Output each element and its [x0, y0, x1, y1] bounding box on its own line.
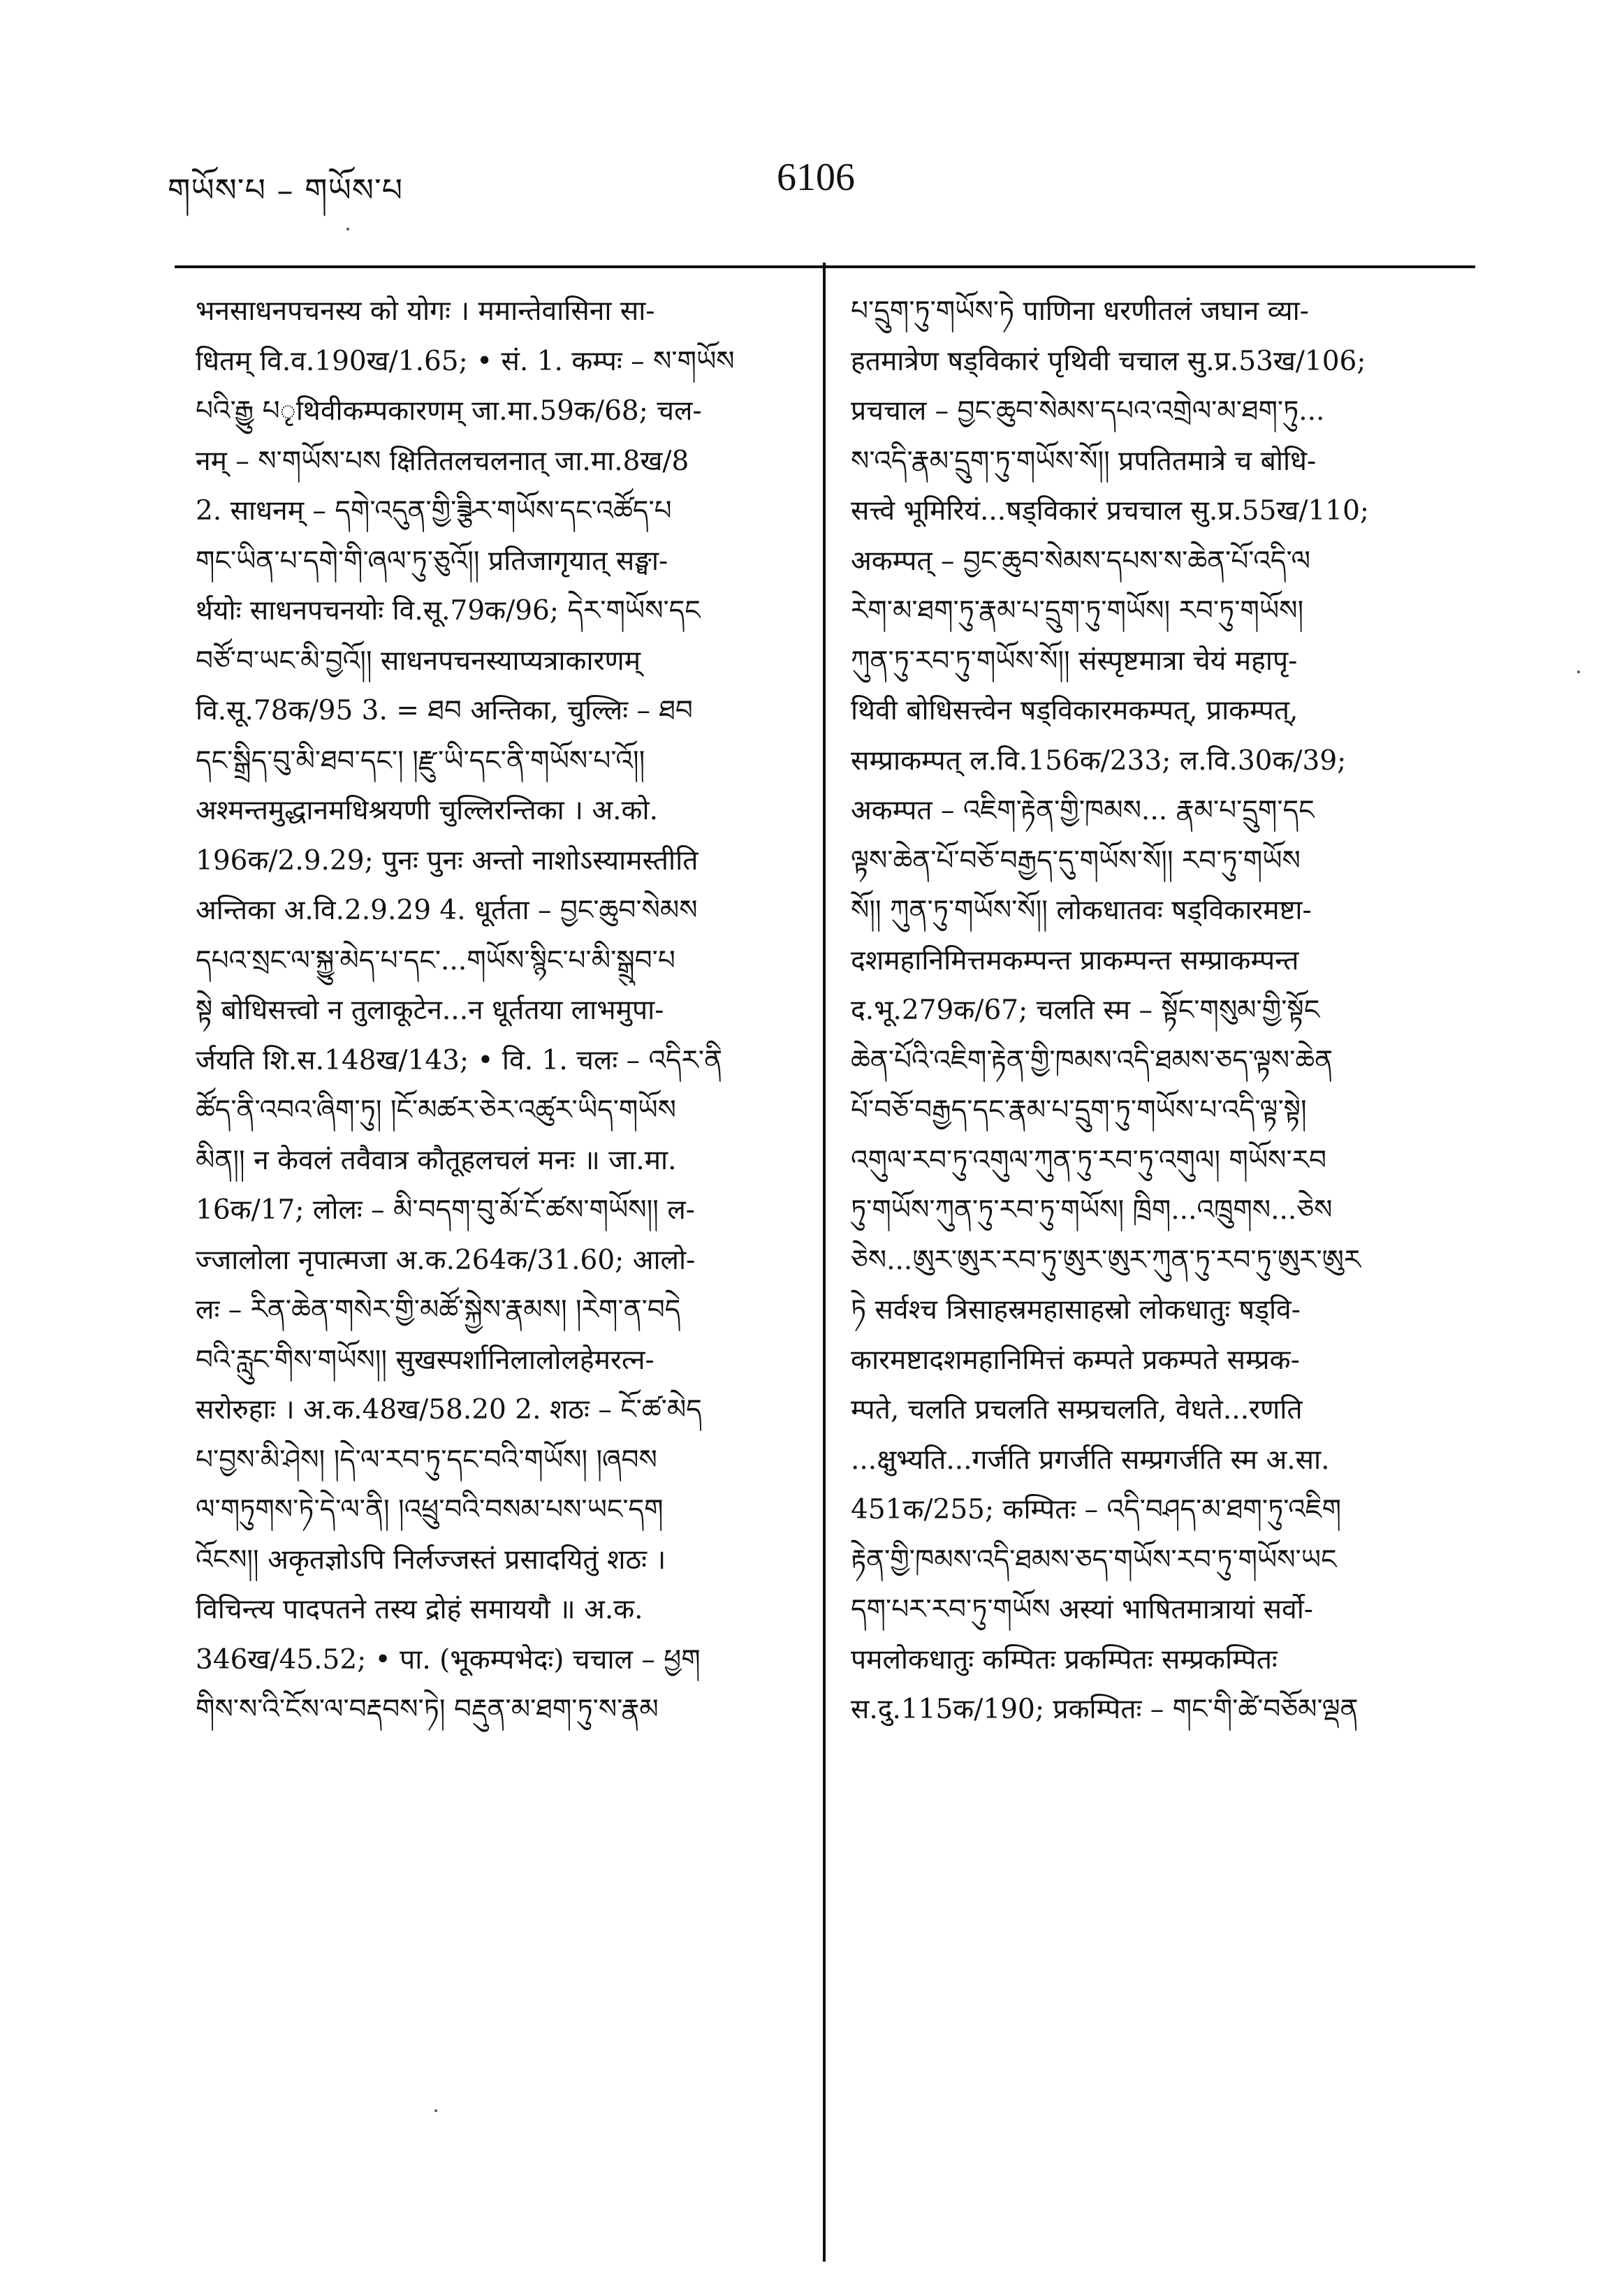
- scan-speck: [434, 2109, 437, 2112]
- text-line: र्थयोः साधनपचनयोः वि.सू.79क/96; དེར་གཡོས་དང: [196, 595, 701, 627]
- scan-speck: [346, 228, 349, 230]
- text-line: བཙོ་བ་ཡང་མི་བྱའོ།། साधनपचनस्याप्यत्राकारणम्: [196, 645, 641, 677]
- text-line: ཏུ་གཡོས་ཀུན་ཏུ་རབ་ཏུ་གཡོས། ཁྲིག...འཁྲུགས...ཅེས: [851, 1194, 1333, 1226]
- text-line: सत्त्वे भूमिरियं...षड्विकारं प्रचचाल सु.प्र.55ख/110;: [851, 495, 1370, 527]
- text-line: ས་འདི་རྣམ་དྲུག་ཏུ་གཡོས་སོ།། प्रपतितमात्रे च बोधि-: [851, 445, 1317, 477]
- text-line: वि.सू.78क/95 3. = ཐབ अन्तिका, चुल्लिः – ཐབ: [196, 695, 693, 726]
- text-line: नम् – ས་གཡོས་པས क्षितितलचलनात् जा.मा.8ख/8: [196, 445, 689, 477]
- text-line: ज्जालोला नृपात्मजा अ.क.264क/31.60; आलो-: [196, 1244, 696, 1276]
- text-line: सरोरुहाः । अ.क.48ख/58.20 2. शठः – ངོ་ཚ་མེད: [196, 1394, 702, 1426]
- text-line: རྟེན་གྱི་ཁམས་འདི་ཐམས་ཅད་གཡོས་རབ་ཏུ་གཡོས་ཡང: [851, 1544, 1337, 1576]
- text-line: विचिन्त्य पादपतने तस्य द्रोहं समाययौ ॥ अ.क.: [196, 1594, 643, 1625]
- text-line: ཏེ सर्वश्च त्रिसाहस्रमहासाहस्रो लोकधातुः षड्वि-: [851, 1294, 1301, 1326]
- text-line: कारमष्टादशमहानिमित्तं कम्पते प्रकम्पते सम्प्रक-: [851, 1344, 1300, 1376]
- text-line: འོངས།། अकृतज्ञोऽपि निर्लज्जस्तं प्रसादयितुं शठः ।: [196, 1544, 666, 1576]
- text-line: ཀུན་ཏུ་རབ་ཏུ་གཡོས་སོ།། संस्पृष्टमात्रा चेयं महापृ-: [851, 645, 1298, 677]
- text-line: 196क/2.9.29; पुनः पुनः अन्तो नाशोऽस्यामस्तीति: [196, 844, 698, 877]
- text-line: དང་སྒྲིད་བུ་མི་ཐབ་དང་། །རྫུ་ཡི་དང་ནི་གཡོས་པ་འོ།།: [196, 745, 645, 777]
- running-title: གཡོས་པ – གཡོས་པ: [168, 171, 404, 209]
- text-line: པ་བྱས་མི་ཤེས། །དེ་ལ་རབ་ཏུ་དང་བའི་གཡོས། །ཞབས: [196, 1444, 657, 1476]
- text-line: स.दु.115क/190; प्रकम्पितः – གང་གི་ཚེ་བཅོམ་ལྡན: [851, 1694, 1359, 1725]
- text-line: र्जयति शि.स.148ख/143; • वि. 1. चलः – འདིར་ནི: [196, 1044, 723, 1076]
- text-line: द.भू.279क/67; चलति स्म – སྟོང་གསུམ་གྱི་སྟོང: [851, 995, 1320, 1026]
- text-line: པའི་རྒྱུ པृथिवीकम्पकारणम् जा.मा.59क/68; चल-: [196, 395, 702, 427]
- text-line: अश्मन्तमुद्धानमधिश्रयणी चुल्लिरन्तिका । अ.को.: [196, 795, 658, 826]
- text-line: 2. साधनम् – དགེ་འདུན་གྱི་ཟྩིར་གཡོས་དང་འཚོད་པ: [196, 495, 672, 527]
- text-line: लः – རིན་ཆེན་གསེར་གྱི་མཚོ་སྐྱེས་རྣམས། །རེག་ན་བདེ: [196, 1294, 681, 1326]
- text-line: अन्तिका अ.वि.2.9.29 4. धूर्तता – བྱང་ཆུབ་སེམས: [196, 895, 698, 926]
- column-divider: [823, 263, 826, 2262]
- left-column: [196, 286, 803, 1735]
- right-column: [851, 286, 1465, 1735]
- text-line: अकम्पत् – བྱང་ཆུབ་སེམས་དཔས་ས་ཆེན་པོ་འདི་ལ: [851, 545, 1311, 577]
- text-line: ཅེས...ཨུར་ཨུར་རབ་ཏུ་ཨུར་ཨུར་ཀུན་ཏུ་རབ་ཏུ་ཨུར་ཨུར: [851, 1244, 1361, 1276]
- text-line: पमलोकधातुः कम्पितः प्रकम्पितः सम्प्रकम्पितः: [851, 1643, 1278, 1676]
- page-number: 6106: [777, 156, 855, 199]
- text-line: प्रचचाल – བྱང་ཆུབ་སེམས་དཔའ་འགྲེལ་མ་ཐག་ཏུ...: [851, 395, 1325, 427]
- text-line: ཚོད་ནི་འབའ་ཞིག་ཏུ། །ངོ་མཚར་ཅེར་འཚུར་ཡིད་གཡོས: [196, 1094, 676, 1126]
- text-line: अकम्पत – འཇིག་རྟེན་གྱི་ཁམས... རྣམ་པ་དྲུག་དང: [851, 795, 1315, 826]
- text-line: དག་པར་རབ་ཏུ་གཡོས अस्यां भाषितमात्रायां सर्वो-: [851, 1594, 1313, 1625]
- scan-speck: [1577, 671, 1580, 673]
- text-line: གིས་ས་འི་ངོས་ལ་བརྡབས་ཏེ། བརྡུན་མ་ཐག་ཏུ་ས་རྣམ: [196, 1694, 659, 1725]
- text-line: हतमात्रेण षड्विकारं पृथिवी चचाल सु.प्र.53ख/106;: [851, 345, 1366, 377]
- text-line: སྟེ बोधिसत्त्वो न तुलाकूटेन...न धूर्ततया लाभमुपा-: [196, 995, 664, 1026]
- text-line: བའི་རླུང་གིས་གཡོས།། सुखस्पर्शानिलालोलहेमरत्न-: [196, 1344, 654, 1376]
- text-line: ལ་གཏུགས་ཏེ་དེ་ལ་ནི། །འཕྲུ་བའི་བསམ་པས་ཡང་དག: [196, 1494, 664, 1525]
- text-line: འགུལ་རབ་ཏུ་འགུལ་ཀུན་ཏུ་རབ་ཏུ་འགུལ། གཡོས་རབ: [851, 1144, 1326, 1176]
- text-line: ལྟས་ཆེན་པོ་བཅོ་བརྒྱད་དུ་གཡོས་སོ།། རབ་ཏུ་གཡོས: [851, 844, 1301, 877]
- text-line: थिवी बोधिसत्त्वेन षड्विकारमकम्पत्, प्राकम्पत्,: [851, 695, 1299, 726]
- text-line: म्पते, चलति प्रचलति सम्प्रचलति, वेधते...रणति: [851, 1394, 1303, 1426]
- text-line: རེག་མ་ཐག་ཏུ་རྣམ་པ་དྲུག་ཏུ་གཡོས། རབ་ཏུ་གཡོས།: [851, 595, 1304, 627]
- text-line: པོ་བཅོ་བརྒྱད་དང་རྣམ་པ་དྲུག་ཏུ་གཡོས་པ་འདི་ལྟ་སྟེ།: [851, 1094, 1307, 1126]
- text-line: सम्प्राकम्पत् ल.वि.156क/233; ल.वि.30क/39;: [851, 745, 1347, 777]
- text-line: ཆེན་པོའི་འཇིག་རྟེན་གྱི་ཁམས་འདི་ཐམས་ཅད་ལྟས་ཆེན: [851, 1044, 1333, 1076]
- text-line: 16क/17; लोलः – མི་བདག་བུ་མོ་ངོ་ཚས་གཡོས།། ल-: [196, 1194, 695, 1226]
- text-line: ...क्षुभ्यति...गर्जति प्रगर्जति सम्प्रगर्जति स्म अ.सा.: [851, 1444, 1330, 1476]
- text-line: 346ख/45.52; • पा. (भूकम्पभेदः) चचाल – ཕྱག: [196, 1643, 701, 1676]
- text-line: 451क/255; कम्पितः – འདི་བཤད་མ་ཐག་ཏུ་འཇིག: [851, 1494, 1342, 1525]
- text-line: སོ།། ཀུན་ཏུ་གཡོས་སོ།། लोकधातवः षड्विकारमष्टा-: [851, 895, 1312, 926]
- text-line: दशमहानिमित्तमकम्पन्त प्राकम्पन्त सम्प्राकम्पन्त: [851, 944, 1299, 976]
- text-line: भनसाधनपचनस्य को योगः । ममान्तेवासिना सा-: [196, 295, 655, 327]
- text-line: དཔའ་སྲང་ལ་སྐྱུ་མེད་པ་དང་...གཡོས་སྙིང་པ་མི་སྒྲུབ་པ: [196, 944, 675, 976]
- text-line: མིན།། न केवलं तवैवात्र कौतूहलचलं मनः ॥ जा.मा.: [196, 1144, 677, 1176]
- text-line: པ་དྲུག་ཏུ་གཡོས་ཏེ पाणिना धरणीतलं जघान व्या-: [851, 295, 1309, 327]
- text-line: གང་ཡིན་པ་དགེ་གི་ཞལ་ཏུ་ཅུའོ།། प्रतिजागृयात् सङ्घा-: [196, 545, 668, 577]
- text-line: धितम् वि.व.190ख/1.65; • सं. 1. कम्पः – ས་གཡོས: [196, 345, 735, 377]
